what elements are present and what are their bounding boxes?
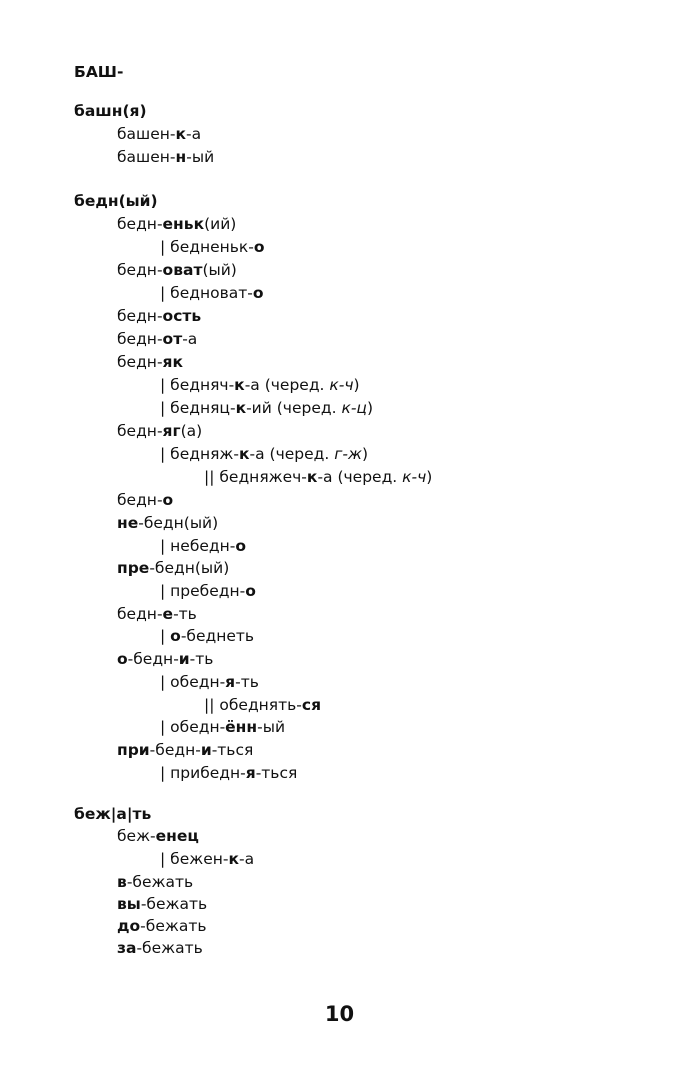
derivative-entry — [117, 124, 201, 144]
alternation-note: к-ч — [329, 376, 354, 394]
word-segment: -ый — [257, 718, 286, 736]
morpheme-highlight: н — [175, 148, 187, 166]
word-segment: | бедненьк- — [160, 238, 254, 256]
morpheme-highlight: к — [235, 399, 247, 417]
morpheme-highlight: и — [178, 650, 190, 668]
word-segment: башен- — [117, 148, 176, 166]
morpheme-highlight: я — [225, 673, 236, 691]
morpheme-highlight: ся — [301, 696, 322, 714]
word-segment: -а — [182, 330, 198, 348]
word-segment: бедн- — [117, 605, 163, 623]
word-segment: бедн- — [117, 491, 163, 509]
derivative-entry — [117, 826, 199, 846]
derivative-entry — [117, 490, 173, 510]
morpheme-highlight: яг — [162, 422, 181, 440]
word-segment: -ться — [255, 764, 298, 782]
section-heading — [74, 62, 123, 82]
word-segment: | бедняч- — [160, 376, 235, 394]
morpheme-highlight: к — [228, 850, 240, 868]
word-segment: | пребедн- — [160, 582, 246, 600]
word-segment: -а (черед. — [317, 468, 403, 486]
word-segment: ) — [366, 399, 374, 417]
word-segment: | бедноват- — [160, 284, 253, 302]
word-segment: -бедн- — [149, 741, 201, 759]
morpheme-highlight: к — [238, 445, 250, 463]
word-segment: | бедняж- — [160, 445, 239, 463]
derivative-entry — [117, 214, 236, 234]
morpheme-highlight: е — [162, 605, 174, 623]
morpheme-highlight: я — [245, 764, 256, 782]
headword — [74, 804, 151, 824]
word-segment: -ий (черед. — [246, 399, 342, 417]
word-segment: | — [160, 627, 171, 645]
derivative-entry — [117, 147, 214, 167]
morpheme-highlight: БАШ- — [74, 63, 124, 81]
subsubderivative-entry — [204, 467, 432, 487]
subderivative-entry — [160, 672, 259, 692]
word-segment: || обеднять- — [204, 696, 302, 714]
subderivative-entry — [160, 283, 264, 303]
word-segment: (а) — [180, 422, 203, 440]
alternation-note: г-ж — [334, 445, 362, 463]
word-segment: -а — [186, 125, 202, 143]
word-segment: -бежать — [140, 895, 208, 913]
morpheme-highlight: ость — [162, 307, 202, 325]
derivative-entry — [117, 649, 213, 669]
morpheme-highlight: о — [245, 582, 256, 600]
morpheme-highlight: енец — [155, 827, 199, 845]
word-segment: -бедн(ый) — [149, 559, 230, 577]
word-segment: бедн- — [117, 353, 163, 371]
derivative-entry — [117, 352, 183, 372]
morpheme-highlight: и — [200, 741, 212, 759]
headword — [74, 191, 158, 211]
subderivative-entry — [160, 375, 360, 395]
subsubderivative-entry — [204, 695, 321, 715]
word-segment: -ть — [189, 650, 214, 668]
word-segment: -бедн(ый) — [138, 514, 219, 532]
morpheme-highlight: от — [162, 330, 183, 348]
morpheme-highlight: о — [252, 284, 264, 302]
morpheme-highlight: вы — [117, 895, 141, 913]
alternation-note: к-ч — [402, 468, 427, 486]
subderivative-entry — [160, 763, 297, 783]
word-segment: -ть — [235, 673, 259, 691]
subderivative-entry — [160, 237, 265, 257]
derivative-entry — [117, 329, 197, 349]
word-segment: -ть — [173, 605, 197, 623]
subderivative-entry — [160, 849, 254, 869]
morpheme-highlight: беж|а|ть — [74, 805, 152, 823]
morpheme-highlight: оват — [162, 261, 203, 279]
morpheme-highlight: к — [175, 125, 187, 143]
word-segment: бедн- — [117, 422, 163, 440]
word-segment: -бедн- — [127, 650, 179, 668]
derivative-entry — [117, 872, 193, 892]
word-segment: || бедняжеч- — [204, 468, 307, 486]
word-segment: | бедняц- — [160, 399, 236, 417]
word-segment: -бежать — [140, 917, 207, 935]
word-segment: | прибедн- — [160, 764, 246, 782]
word-segment: -а — [239, 850, 255, 868]
morpheme-highlight: як — [162, 353, 184, 371]
morpheme-highlight: при — [117, 741, 150, 759]
word-segment: -а (черед. — [249, 445, 335, 463]
headword — [74, 101, 147, 121]
subderivative-entry — [160, 398, 373, 418]
morpheme-highlight: о — [170, 627, 181, 645]
morpheme-highlight: о — [253, 238, 265, 256]
word-segment: (ий) — [204, 215, 237, 233]
word-segment: | обедн- — [160, 718, 226, 736]
morpheme-highlight: о — [235, 537, 247, 555]
morpheme-highlight: еньк — [162, 215, 205, 233]
word-segment: -ый — [186, 148, 215, 166]
word-segment: бедн- — [117, 307, 163, 325]
derivative-entry — [117, 916, 207, 936]
morpheme-highlight: бедн(ый) — [74, 192, 158, 210]
word-segment: бедн- — [117, 330, 163, 348]
derivative-entry — [117, 894, 207, 914]
morpheme-highlight: башн(я) — [74, 102, 147, 120]
morpheme-highlight: к — [234, 376, 245, 394]
derivative-entry — [117, 513, 218, 533]
morpheme-highlight: о — [162, 491, 174, 509]
subderivative-entry — [160, 717, 285, 737]
morpheme-highlight: к — [306, 468, 318, 486]
word-segment: ) — [361, 445, 368, 463]
subderivative-entry — [160, 626, 254, 646]
derivative-entry — [117, 604, 197, 624]
word-segment: бедн- — [117, 261, 163, 279]
word-segment: башен- — [117, 125, 176, 143]
word-segment: -а (черед. — [244, 376, 330, 394]
subderivative-entry — [160, 536, 246, 556]
derivative-entry — [117, 938, 203, 958]
morpheme-highlight: не — [117, 514, 139, 532]
word-segment: -бежать — [136, 939, 203, 957]
subderivative-entry — [160, 581, 256, 601]
morpheme-highlight: в — [117, 873, 127, 891]
word-segment: -бежать — [126, 873, 194, 891]
page-number: 10 — [324, 1002, 355, 1026]
word-segment: беж- — [117, 827, 156, 845]
word-segment: бедн- — [117, 215, 163, 233]
word-segment: ) — [426, 468, 433, 486]
word-segment: | бежен- — [160, 850, 229, 868]
morpheme-highlight: ённ — [225, 718, 258, 736]
derivative-entry — [117, 421, 202, 441]
word-segment: ) — [353, 376, 360, 394]
derivative-entry — [117, 740, 253, 760]
word-segment: -ться — [211, 741, 254, 759]
morpheme-highlight: пре — [117, 559, 150, 577]
derivative-entry — [117, 558, 229, 578]
word-segment: | обедн- — [160, 673, 226, 691]
word-segment: -беднеть — [180, 627, 255, 645]
morpheme-highlight: до — [117, 917, 141, 935]
word-segment: (ый) — [202, 261, 237, 279]
subderivative-entry — [160, 444, 368, 464]
derivative-entry — [117, 306, 201, 326]
morpheme-highlight: за — [117, 939, 137, 957]
morpheme-highlight: о — [117, 650, 128, 668]
alternation-note: к-ц — [341, 399, 367, 417]
derivative-entry — [117, 260, 237, 280]
word-segment: | небедн- — [160, 537, 236, 555]
